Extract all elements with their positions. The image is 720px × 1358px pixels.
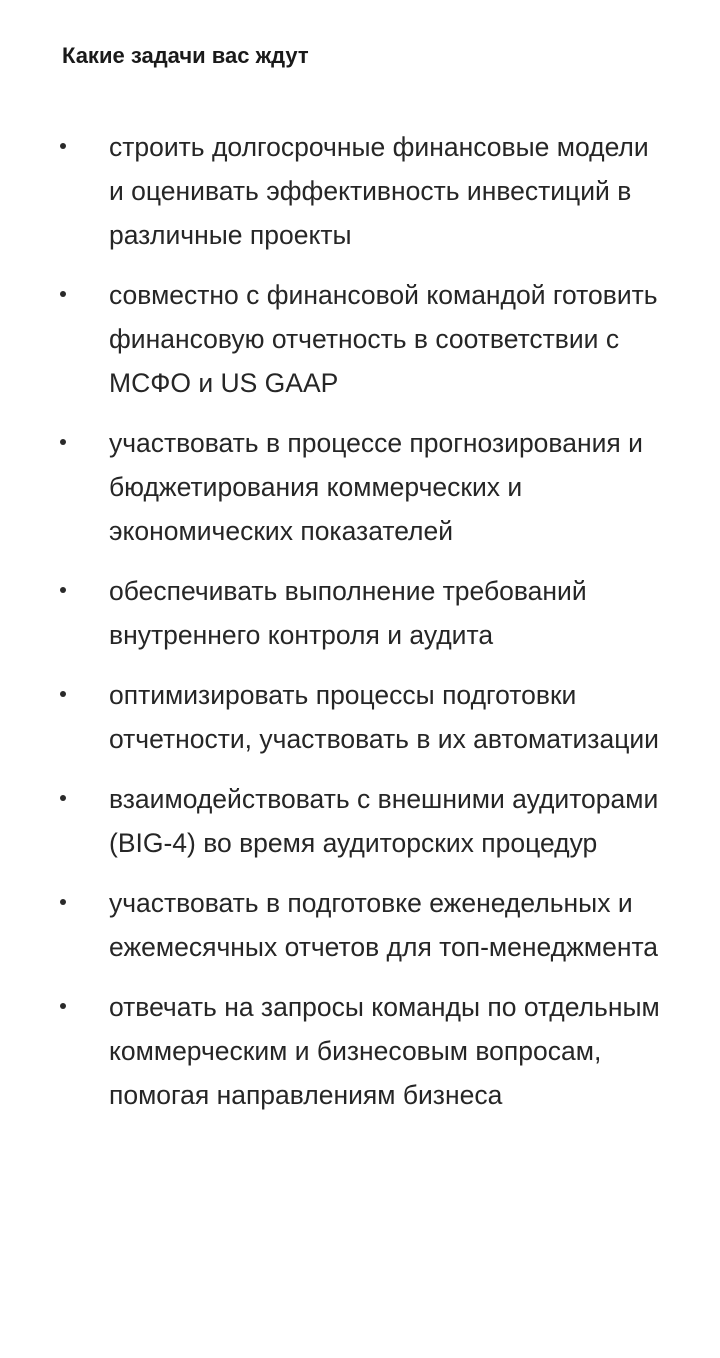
bullet-icon: [60, 439, 66, 445]
task-item-7: [0, 881, 720, 969]
bullet-icon: [60, 899, 66, 905]
section-title: Какие задачи вас ждут: [62, 43, 309, 68]
task-text: совместно с финансовой командой готовить финансовую отчетность в соответствии с МСФО и US GAAP: [109, 280, 658, 398]
task-item-4: [0, 569, 720, 657]
bullet-icon: [60, 691, 66, 697]
task-item-2: [0, 273, 720, 405]
task-list: [0, 125, 720, 1117]
bullet-icon: [60, 291, 66, 297]
bullet-icon: [60, 795, 66, 801]
task-text: обеспечивать выполнение требований внутреннего контроля и аудита: [109, 576, 587, 650]
task-item-1: [0, 125, 720, 257]
task-text: участвовать в подготовке еженедельных и ежемесячных отчетов для топ-менеджмента: [109, 888, 659, 962]
task-text: взаимодействовать с внешними аудиторами (BIG-4) во время аудиторских процедур: [109, 784, 659, 858]
task-text: строить долгосрочные финансовые модели и оценивать эффективность инвестиций в различные проекты: [109, 132, 649, 250]
bullet-icon: [60, 143, 66, 149]
task-item-8: [0, 985, 720, 1117]
task-item-6: [0, 777, 720, 865]
task-text: отвечать на запросы команды по отдельным коммерческим и бизнесовым вопросам, помогая направлениям бизнеса: [109, 992, 660, 1110]
bullet-icon: [60, 587, 66, 593]
task-text: оптимизировать процессы подготовки отчетности, участвовать в их автоматизации: [109, 680, 659, 754]
task-item-5: [0, 673, 720, 761]
bullet-icon: [60, 1003, 66, 1009]
task-item-3: [0, 421, 720, 553]
task-text: участвовать в процессе прогнозирования и бюджетирования коммерческих и экономических показателей: [109, 428, 643, 546]
